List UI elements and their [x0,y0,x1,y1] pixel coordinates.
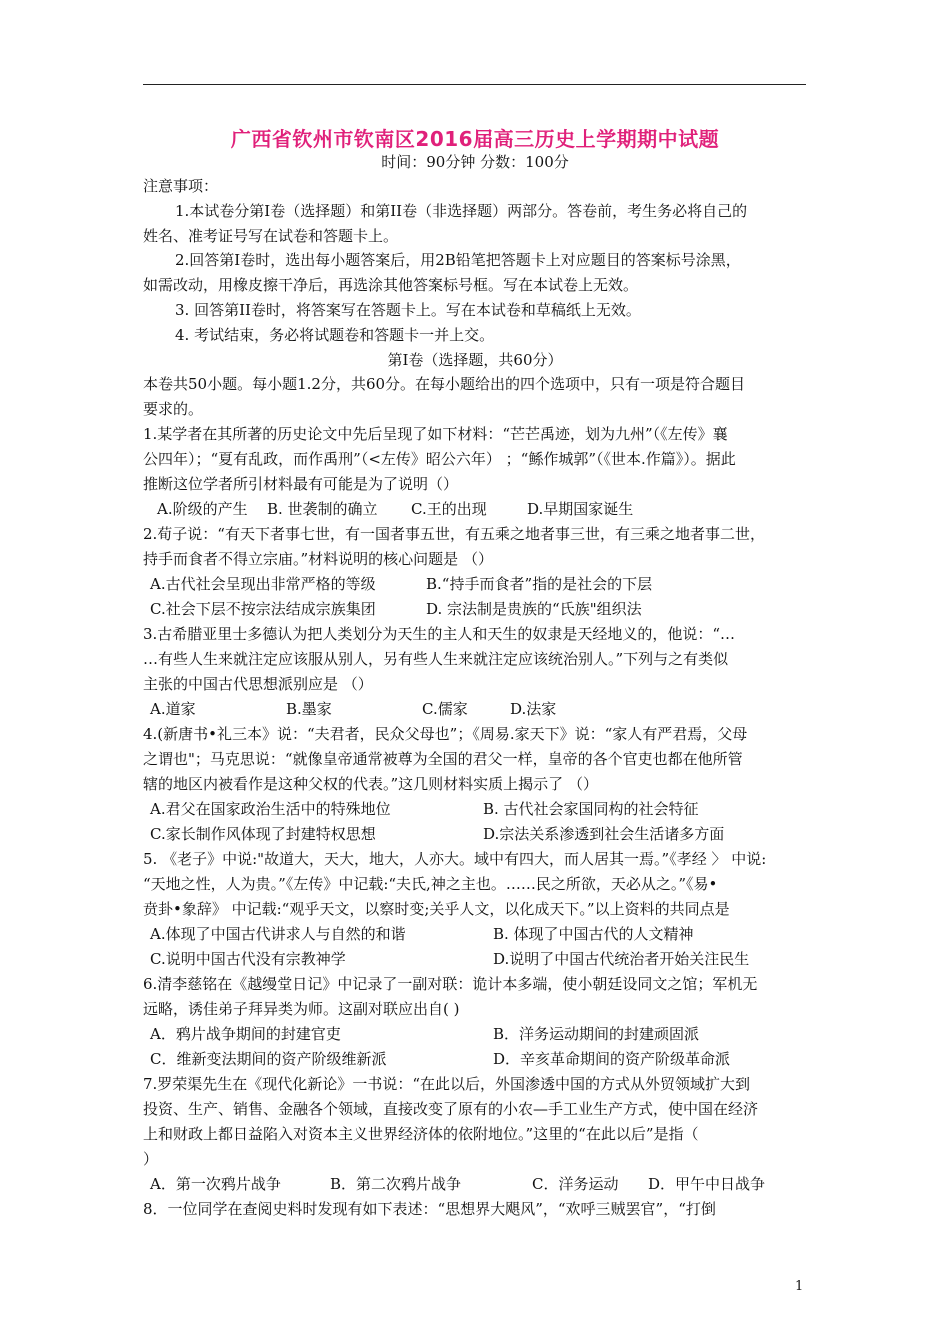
section-intro-line: 要求的。 [143,400,204,418]
option-c: C.儒家 [422,700,468,718]
question-2-options [150,574,652,594]
option-b: B．洋务运动期间的封建顽固派 [493,1025,700,1043]
option-b: B.墨家 [286,700,332,718]
notice-line: 3. 回答第II卷时，将答案写在答题卡上。写在本试卷和草稿纸上无效。 [175,301,641,319]
question-7-line: 7.罗荣渠先生在《现代化新论》一书说：“在此以后，外国渗透中国的方式从外贸领域扩大到 [143,1075,750,1093]
option-c: C.王的出现 [411,500,487,518]
option-b: B. 世袭制的确立 [267,500,378,518]
question-6-options [150,1024,699,1044]
question-7-line: 投资、生产、销售、金融各个领域，直接改变了原有的小农—手工业生产方式，使中国在经济 [143,1100,759,1118]
option-b: B.“持手而食者”指的是社会的下层 [426,575,653,593]
question-2-line: 2.荀子说：“有天下者事七世，有一国者事五世，有五乘之地者事三世，有三乘之地者事二世， [143,525,765,543]
question-3-line: 3.古希腊亚里士多德认为把人类划分为天生的主人和天生的奴隶是天经地义的，他说：“… [143,625,735,643]
question-5-line: 贲卦•象辞》 中记载:“观乎天文，以察时变;关乎人文，以化成天下。”以上资料的共同点是 [143,900,730,918]
option-d: D.宗法关系渗透到社会生活诸多方面 [483,825,725,843]
option-c: C．洋务运动 [532,1175,619,1193]
question-2-line: 持手而食者不得立宗庙。”材料说明的核心问题是 （） [143,550,493,568]
notice-line: 姓名、准考证号写在试卷和答题卡上。 [143,227,399,245]
question-5-line: 5. 《老子》中说:"故道大，天大，地大，人亦大。域中有四大，而人居其一焉。”《孝经 〉 中说: [143,850,767,868]
notice-line: 2.回答第Ⅰ卷时，选出每小题答案后，用2B铅笔把答题卡上对应题目的答案标号涂黑， [175,251,741,269]
option-c: C.说明中国古代没有宗教神学 [150,950,346,968]
option-c: C.家长制作风体现了封建特权思想 [150,825,376,843]
question-6-line: 6.清李慈铭在《越缦堂日记》中记录了一副对联：诡计本多端，使小朝廷设同文之馆；军机无 [143,975,758,993]
question-4-options [150,799,699,819]
question-4-line: 4.(新唐书•礼三本》说：“夫君者，民众父母也”；《周易.家天下》说：“家人有严君焉，父母 [143,725,748,743]
option-a: A.君父在国家政治生活中的特殊地位 [150,800,391,818]
option-d: D.法家 [510,700,557,718]
option-a: A.道家 [150,700,196,718]
option-c: C.社会下层不按宗法结成宗族集团 [150,600,376,618]
notice-line: 如需改动，用橡皮擦干净后，再选涂其他答案标号框。写在本试卷上无效。 [143,276,639,294]
question-1-options [157,499,633,519]
question-6-line: 远略，诱佳弟子拜异类为师。这副对联应出自( ) [143,1000,460,1018]
option-d: D.说明了中国古代统治者开始关注民生 [493,950,750,968]
option-b: B. 体现了中国古代的人文精神 [493,925,694,943]
option-d: D. 宗法制是贵族的“氏族"组织法 [426,600,642,618]
question-3-line: …有些人生来就注定应该服从别人，另有些人生来就注定应该统治别人。”下列与之有类似 [143,650,729,668]
exam-title: 广西省钦州市钦南区2016届高三历史上学期期中试题 [230,127,720,151]
option-a: A.阶级的产生 [157,500,248,518]
question-3-line: 主张的中国古代思想派别应是 （） [143,675,373,693]
option-a: A.古代社会呈现出非常严格的等级 [150,575,376,593]
question-1-line: 推断这位学者所引材料最有可能是为了说明（） [143,475,459,493]
question-7-options [150,1174,765,1194]
option-c: C．维新变法期间的资产阶级维新派 [150,1050,387,1068]
question-4-options [150,824,724,844]
question-7-line: 上和财政上都日益陷入对资本主义世界经济体的依附地位。”这里的“在此以后”是指（ [143,1125,699,1143]
question-7-line: ） [143,1150,159,1168]
option-a: A．第一次鸦片战争 [150,1175,281,1193]
option-b: B．第二次鸦片战争 [330,1175,462,1193]
notice-line: 1.本试卷分第Ⅰ卷（选择题）和第II卷（非选择题）两部分。答卷前，考生务必将自己的 [175,202,748,220]
question-3-options [150,699,556,719]
question-5-options [150,924,694,944]
option-a: A.体现了中国古代讲求人与自然的和谐 [150,925,406,943]
question-4-line: 辖的地区内被看作是这种父权的代表。”这几则材料实质上揭示了 （） [143,775,598,793]
question-1-line: 1.某学者在其所著的历史论文中先后呈现了如下材料：“芒芒禹迹，划为九州”（《左传》襄 [143,425,728,443]
question-5-line: “天地之性，人为贵。”《左传》中记载:“夫氏,神之主也。……民之所欲，天必从之。”《易• [143,875,718,893]
question-2-options [150,599,642,619]
option-d: D.早期国家诞生 [527,500,634,518]
option-d: D．甲午中日战争 [648,1175,766,1193]
question-4-line: 之谓也"；马克思说：“就像皇帝通常被尊为全国的君父一样，皇帝的各个官吏也都在他所管 [143,750,743,768]
option-b: B. 古代社会家国同构的社会特征 [483,800,699,818]
section-title: 第Ⅰ卷（选择题，共60分） [387,351,563,369]
question-1-line: 公四年）；“夏有乱政，而作禹刑”（<左传》昭公六年） ；“鲧作城郭”（《世本.作篇》）。据此 [143,450,736,468]
notice-line: 4. 考试结束，务必将试题卷和答题卡一并上交。 [175,326,495,344]
header-rule [143,84,806,85]
question-6-options [150,1049,730,1069]
page-number: 1 [795,1279,804,1294]
question-5-options [150,949,749,969]
question-8-line: 8．一位同学在查阅史料时发现有如下表述：“思想界大飓风”，“欢呼三贼罢官”，“打倒 [143,1200,716,1218]
notice-heading: 注意事项： [143,177,219,195]
section-intro-line: 本卷共50小题。每小题1.2分，共60分。在每小题给出的四个选项中，只有一项是符合题目 [143,375,746,393]
option-d: D．辛亥革命期间的资产阶级革命派 [493,1050,731,1068]
option-a: A．鸦片战争期间的封建官吏 [150,1025,341,1043]
exam-subtitle: 时间：90分钟 分数：100分 [381,153,569,171]
